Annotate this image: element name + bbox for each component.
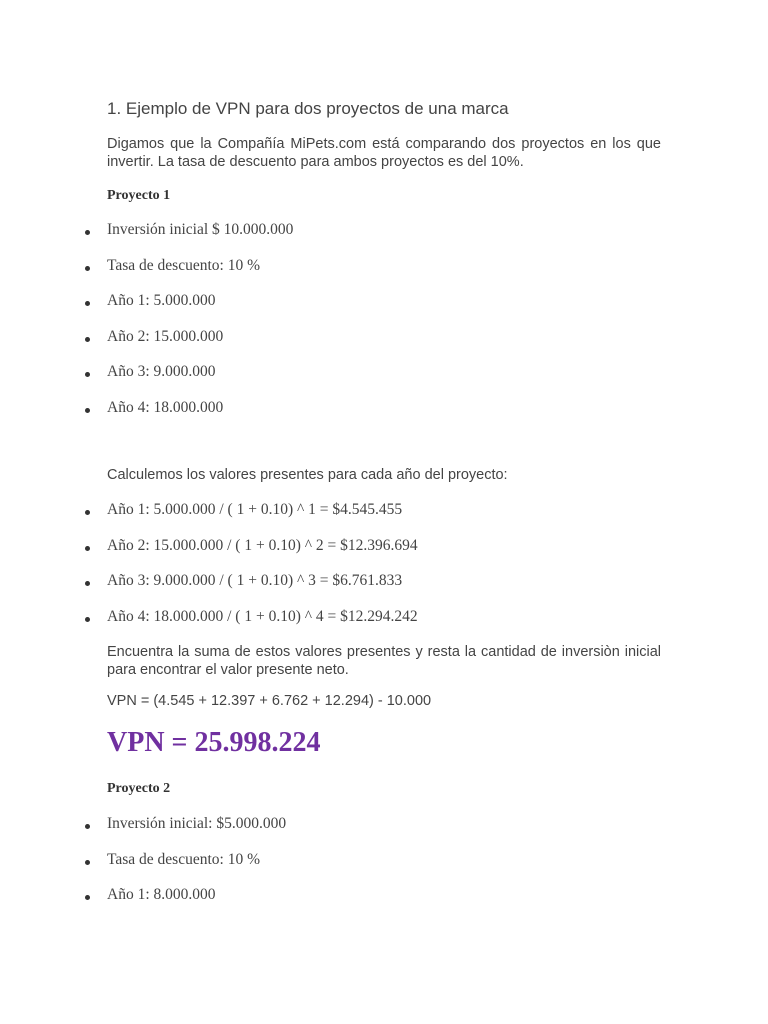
- bullet-icon: [85, 408, 90, 413]
- vpn-result: VPN = 25.998.224: [107, 727, 321, 758]
- vpn-formula: VPN = (4.545 + 12.397 + 6.762 + 12.294) - 10.000: [107, 693, 432, 709]
- list-item-text: Año 4: 18.000.000 / ( 1 + 0.10) ^ 4 = $12.294.242: [107, 608, 418, 625]
- list-item-text: Inversión inicial: $5.000.000: [107, 815, 287, 832]
- list-item-text: Año 3: 9.000.000: [107, 363, 216, 380]
- bullet-icon: [85, 617, 90, 622]
- list-item-text: Tasa de descuento: 10 %: [107, 851, 261, 868]
- project1-heading: Proyecto 1: [107, 188, 171, 203]
- list-item-text: Año 4: 18.000.000: [107, 399, 224, 416]
- bullet-icon: [85, 337, 90, 342]
- present-values-intro: Calculemos los valores presentes para cada año del proyecto:: [107, 467, 508, 483]
- bullet-icon: [85, 266, 90, 271]
- bullet-icon: [85, 860, 90, 865]
- bullet-icon: [85, 895, 90, 900]
- list-item-text: Año 2: 15.000.000 / ( 1 + 0.10) ^ 2 = $12.396.694: [107, 537, 418, 554]
- bullet-icon: [85, 581, 90, 586]
- page-title: 1. Ejemplo de VPN para dos proyectos de una marca: [107, 99, 509, 118]
- list-item-text: Año 2: 15.000.000: [107, 328, 224, 345]
- sum-paragraph: Encuentra la suma de estos valores presentes y resta la cantidad de inversiòn inicial para encontrar el valor presente neto.: [107, 644, 661, 678]
- list-item-text: Año 1: 5.000.000 / ( 1 + 0.10) ^ 1 = $4.545.455: [107, 501, 403, 518]
- list-item-text: Año 1: 8.000.000: [107, 886, 216, 903]
- intro-paragraph: Digamos que la Compañía MiPets.com está comparando dos proyectos en los que invertir. La tasa de descuento para ambos proyectos es del 10%.: [107, 136, 661, 170]
- list-item-text: Tasa de descuento: 10 %: [107, 257, 261, 274]
- bullet-icon: [85, 824, 90, 829]
- project2-heading: Proyecto 2: [107, 781, 171, 796]
- bullet-icon: [85, 546, 90, 551]
- bullet-icon: [85, 230, 90, 235]
- list-item-text: Año 1: 5.000.000: [107, 292, 216, 309]
- bullet-icon: [85, 510, 90, 515]
- list-item-text: Inversión inicial $ 10.000.000: [107, 221, 294, 238]
- list-item-text: Año 3: 9.000.000 / ( 1 + 0.10) ^ 3 = $6.761.833: [107, 572, 403, 589]
- bullet-icon: [85, 372, 90, 377]
- bullet-icon: [85, 301, 90, 306]
